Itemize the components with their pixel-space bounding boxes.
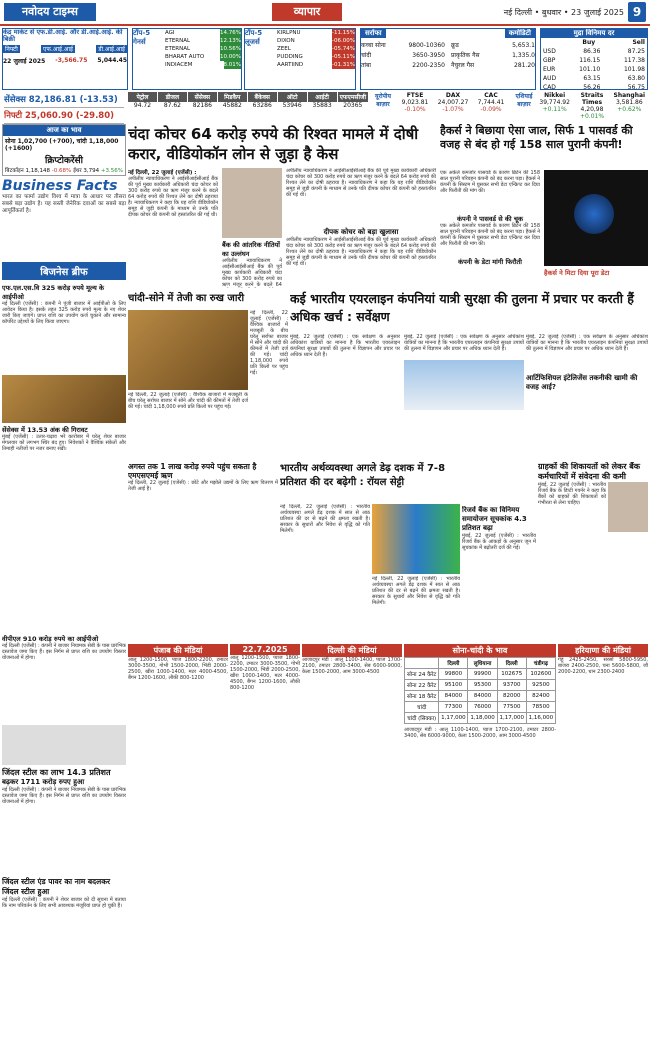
msme-story	[128, 462, 278, 642]
commodity-item: नैचुरल गैस	[451, 62, 475, 69]
asia-name: Shanghai	[613, 92, 646, 99]
asia-label: एशियाई बाज़ार	[515, 93, 533, 108]
mandi-date: 22.7.2025	[230, 644, 300, 655]
fii-title: केंद्र मार्केट से एफ.डी.आई. और डी.आई.आई. की बिक्री	[3, 28, 123, 43]
rate-cell: 92500	[526, 680, 555, 691]
customer-headline: ग्राहकों की शिकायतों को लेकर बैंक कर्मचारियों में संवेदना की कमी	[538, 462, 640, 481]
sector-name: आईटी	[308, 92, 337, 102]
business-facts-text: भारत का फार्मा उद्योग विश्व में मात्रा के आधार पर तीसरा सबसे बड़ा उद्योग है। यह सस्ती जेनेरिक दवाओं का सबसे बड़ा आपूर्तिकर्ता है।	[2, 194, 126, 214]
lead-body: अपीलीय न्यायाधिकरण ने आईसीआईसीआई बैंक की पूर्व मुख्य कार्यकारी अधिकारी चंदा कोचर को 300 करोड़ रुपये का ऋण मंजूर करने के बदले 64 करोड़ रुपये की रिश्वत लेने का दोषी ठहराया है। न्यायाधिकरण ने कहा कि यह राशि वीडियोकॉन समूह से जुड़ी कंपनी के माध्यम से उनके पति दीपक कोचर की कंपनी को हस्तांतरित की गई थी।	[128, 176, 218, 218]
hacker-body: एक अकेले कमजोर पासवर्ड के कारण ब्रिटेन की 158 साल पुरानी परिवहन कंपनी को बंद करना पड़ा। हैकर्स ने कंपनी के सिस्टम में घुसकर सभी डेटा एन्क्रिप्ट कर दिया और फिरौती की मांग की।	[440, 223, 540, 247]
punjab-rates: आलू 1200-1500, प्याज 1800-2200, टमाटर 3000-3500, गोभी 1500-2000, भिंडी 2000-2500, खीरा 1000-1400, मटर 4000-4500, बैंगन 1200-1600, लौकी 800-1200	[128, 657, 228, 681]
sector-val: 45882	[222, 102, 242, 109]
crypto-chg: +3.56%	[100, 168, 123, 174]
currency-code: CAD	[543, 84, 556, 90]
rate-cell: 1,16,000	[526, 713, 555, 724]
top-gainers-box	[132, 28, 242, 90]
airline-column-1	[290, 334, 400, 459]
punjab-rates: आलू 1200-1500, प्याज 1800-2200, टमाटर 3000-3500, गोभी 1500-2000, भिंडी 2000-2500, खीरा 1000-1400, मटर 4000-4500, बैंगन 1200-1600, लौकी 800-1200	[230, 655, 300, 691]
rates-table	[404, 657, 556, 724]
bullion-item: चांदी	[361, 52, 372, 59]
loser-name: DIXON	[277, 38, 295, 44]
rate-cell: 82000	[497, 691, 526, 702]
index-summary	[4, 92, 124, 128]
gainers-title: टॉप-5 गेनर्स	[133, 29, 151, 46]
rate-cell: 77500	[497, 702, 526, 713]
gold-silver-rates	[404, 644, 556, 1042]
silver-column-1	[250, 310, 288, 460]
brief-headline: सेंसेक्स में 13.53 अंक की गिरावट	[2, 426, 88, 434]
europe-name: DAX	[445, 92, 461, 99]
silver-headline: चांदी-सोने में तेजी का रुख जारी	[128, 293, 245, 304]
bullion-item: तांबा	[361, 62, 371, 69]
punjab-title: पंजाब की मंडियां	[128, 644, 228, 657]
crypto-name: ईथर	[73, 168, 82, 174]
crypto-chg: -0.68%	[51, 168, 72, 174]
currency-sell: 117.38	[623, 57, 645, 64]
gainer-name: AGI	[165, 30, 175, 36]
rate-cell: 78500	[526, 702, 555, 713]
msme-body: नई दिल्ली, 22 जुलाई (एजेंसी) : छोटे और मझोले उद्यमों के लिए ऋण वितरण में तेजी आई है।	[128, 480, 278, 492]
section-title: व्यापार	[272, 3, 342, 21]
rate-cell: 93700	[497, 680, 526, 691]
fii-label-nifty: निफ्टी	[5, 46, 18, 53]
rate-cell: 84000	[468, 691, 497, 702]
loser-name: AARTIIND	[277, 62, 304, 68]
delhi-rates: आजादपुर मंडी : आलू 1100-1400, प्याज 1700-2100, टमाटर 2800-3400, सेब 6000-9000, केला 1500-2000, आम 3000-4500	[404, 727, 556, 739]
hacker-subhead: हैकर्स ने मिटा दिया पूरा डेटा	[544, 269, 610, 277]
brief-body: मुंबई (एजेंसी) : उतार-चढ़ाव भरे कारोबार में घरेलू शेयर बाजार मंगलवार को लगभग स्थिर बंद हुए। निवेशकों ने वैश्विक संकेतों और तिमाही नतीजों पर नजर बनाए रखी।	[2, 434, 126, 452]
loser-change: -01.31%	[332, 62, 355, 68]
asia-name: Straits Times	[580, 92, 604, 106]
bullion-title: सर्राफा	[361, 29, 386, 38]
fii-label-dii: डी.आई.आई	[98, 46, 125, 53]
rates-header: दिल्ली	[439, 658, 468, 669]
hacker-headline: हैकर्स ने बिछाया ऐसा जाल, सिर्फ 1 पासवर्ड की वजह से बंद हो गई 158 साल पुरानी कंपनी!	[440, 124, 633, 151]
asia-val: 4,20,98	[580, 106, 604, 113]
brief-body: नई दिल्ली (एजेंसी) : कंपनी ने बाजार नियामक सेबी के पास प्रारंभिक दस्तावेज जमा किए हैं। इस निर्गम से प्राप्त राशि का उपयोग विस्तार योजनाओं में होगा।	[2, 643, 126, 661]
rate-cell: 1,18,000	[468, 713, 497, 724]
dii-value: 5,044.45	[97, 57, 127, 64]
bullion-item: कच्चा सोना	[361, 42, 386, 49]
gold-silver-title: सोना-चांदी के भाव	[404, 644, 556, 657]
sector-name: एफएमसीजी	[339, 94, 367, 101]
lead-body: अपीलीय न्यायाधिकरण ने आईसीआईसीआई बैंक की पूर्व मुख्य कार्यकारी अधिकारी चंदा कोचर को 300 करोड़ रुपये का ऋण मंजूर करने के बदले 64 करोड़ रुपये की रिश्वत लेने का दोषी ठहराया है। न्यायाधिकरण ने कहा कि यह राशि वीडियोकॉन समूह से जुड़ी कंपनी के माध्यम से उनके पति दीपक कोचर की कंपनी को हस्तांतरित की गई थी।	[286, 168, 436, 198]
economy-body: नई दिल्ली, 22 जुलाई (एजेंसी) : भारतीय अर्थव्यवस्था अगले डेढ़ दशक में सात से आठ प्रतिशत की दर से बढ़ने की क्षमता रखती है। सरकार के सुधारों और निवेश से वृद्धि को गति मिलेगी।	[280, 504, 370, 534]
currency-box	[540, 28, 648, 90]
currency-buy: 101.10	[579, 66, 601, 73]
sector-strip	[128, 92, 368, 122]
europe-chg: -0.10%	[404, 106, 426, 113]
hacker-subhead: कंपनी ने पासवर्ड से की चूक	[457, 215, 523, 223]
bullion-value: 3650-3950	[412, 52, 445, 59]
sector-val: 82186	[192, 102, 212, 109]
lead-body: अपीलीय न्यायाधिकरण ने आईसीआईसीआई बैंक की पूर्व मुख्य कार्यकारी अधिकारी चंदा कोचर को 300 करोड़ रुपये का ऋण मंजूर करने के बदले 64 करोड़ रुपये की रिश्वत लेने का दोषी ठहराया है। न्यायाधिकरण ने कहा कि यह राशि वीडियोकॉन समूह से जुड़ी कंपनी के माध्यम से उनके पति दीपक कोचर की कंपनी को हस्तांतरित की गई थी।	[286, 237, 436, 267]
hacker-icon	[574, 194, 614, 234]
airline-headline: कई भारतीय एयरलाइन कंपनियां यात्री सुरक्षा की तुलना में प्रचार पर करती हैं अधिक खर्च : सर्वेक्षण	[290, 291, 634, 324]
economy-column-1	[280, 504, 370, 642]
sector-val: 87.62	[163, 102, 181, 109]
europe-val: 24,007.27	[437, 99, 469, 106]
brief-body: नई दिल्ली (एजेंसी) : कंपनी ने शेयर बाजार को दी सूचना में बताया कि नाम परिवर्तन के लिए सभी आवश्यक मंजूरियां प्राप्त हो चुकी हैं।	[2, 897, 126, 909]
ad-title: जिंदल स्टील का लाभ 14.3 प्रतिशत	[2, 768, 111, 777]
brief-body: नई दिल्ली (एजेंसी) : कंपनी ने बाजार नियामक सेबी के पास प्रारंभिक दस्तावेज जमा किए हैं। इस निर्गम से प्राप्त राशि का उपयोग विस्तार योजनाओं में होगा।	[2, 787, 126, 805]
commodity-value: 1,335.0	[512, 52, 535, 59]
loser-change: -05.74%	[332, 46, 355, 52]
sector-val: 35883	[312, 102, 332, 109]
fii-dii-box	[2, 28, 128, 90]
haryana-rates: गेहूं 2425-2450, सरसों 5800-5950, बाजरा 2400-2500, चना 5600-5800, जौ 2000-2200, धान 2300-2400	[558, 657, 648, 675]
gold-title: आज का भाव	[3, 125, 125, 136]
lead-column-3	[286, 168, 436, 288]
commodity-title: कमोडिटी	[505, 29, 535, 38]
gainer-change: 10.56%	[220, 46, 241, 52]
currency-sell: 56.75	[627, 84, 645, 90]
business-facts-title: Business Facts	[2, 178, 118, 194]
fii-value: -3,566.75	[55, 57, 88, 64]
haryana-mandi	[558, 644, 648, 1042]
hacker-column-2	[544, 268, 648, 288]
airline-column-3	[526, 334, 648, 459]
asia-markets	[512, 92, 648, 122]
asia-val: 39,774.92	[539, 99, 570, 106]
europe-name: FTSE	[406, 92, 424, 99]
reserve-story	[462, 506, 536, 642]
rate-cell: 102675	[497, 669, 526, 680]
rate-cell: 82400	[526, 691, 555, 702]
loser-change: -05.11%	[332, 54, 355, 60]
sector-name: बैंकेक्स	[248, 92, 277, 102]
commodity-value: 281.20	[514, 62, 535, 69]
delhi-rates: आजादपुर मंडी : आलू 1100-1400, प्याज 1700-2100, टमाटर 2800-3400, सेब 6000-9000, केला 1500-2000, आम 3000-4500	[302, 657, 402, 675]
sector-name: ऑटो	[278, 92, 307, 102]
lead-body: अपीलीय न्यायाधिकरण ने आईसीआईसीआई बैंक की पूर्व मुख्य कार्यकारी अधिकारी चंदा कोचर को 300 करोड़ रुपये का ऋण मंजूर करने के बदले 64	[222, 258, 282, 288]
europe-markets	[370, 92, 510, 122]
sector-name: सेंसेक्स	[188, 92, 217, 102]
rate-cell: 1,17,000	[439, 713, 468, 724]
asia-name: Nikkei	[544, 92, 566, 99]
currency-sell: 63.80	[627, 75, 645, 82]
sector-name: पेट्रोल	[128, 92, 157, 102]
reserve-body: मुंबई, 22 जुलाई (एजेंसी) : भारतीय रिजर्व बैंक के आंकड़ों के अनुसार जून में सूचकांक में बढ़ोतरी दर्ज की गई।	[462, 533, 536, 551]
nifty-value: निफ्टी 25,060.90 (-29.80)	[4, 108, 124, 124]
bullion-value: 2200-2350	[412, 62, 445, 69]
silver-body: नई दिल्ली, 22 जुलाई (एजेंसी) : वैश्विक बाजारों में मजबूती के बीच घरेलू सर्राफा बाजार में सोने और चांदी की कीमतों में तेजी दर्ज की गई। चांदी 1,18,000 रुपये प्रति किलो पर पहुंच गई।	[250, 310, 288, 376]
msme-headline: अगस्त तक 1 लाख करोड़ रुपये पहुंच सकता है एमएसएमई ऋण	[128, 462, 257, 480]
rate-cell: 95100	[439, 680, 468, 691]
lead-dateline: नई दिल्ली, 22 जुलाई (एजेंसी) :	[128, 170, 197, 176]
top-losers-box	[244, 28, 356, 90]
currency-buy: 116.15	[579, 57, 601, 64]
gold-crypto-box	[2, 124, 126, 176]
economy-headline-box	[280, 462, 460, 502]
airline-body: मुंबई, 22 जुलाई (एजेंसी) : एक सर्वेक्षण के अनुसार अधिकांश यात्रियों का मानना है कि भारतीय एयरलाइन कंपनियां सुरक्षा उपायों की तुलना में विज्ञापन और प्रचार पर अधिक ध्यान देती हैं।	[404, 334, 524, 352]
rate-item: सोना 22 कैरेट	[405, 680, 439, 691]
airline-headline-box	[290, 290, 648, 332]
bullion-box	[360, 28, 536, 90]
rate-item: चांदी	[405, 702, 439, 713]
brief-photo	[2, 375, 126, 423]
sector-name: मिडकैप	[218, 92, 247, 102]
rate-item: सोना 24 कैरेट	[405, 669, 439, 680]
rate-cell: 84000	[439, 691, 468, 702]
bullion-value: 9800-10360	[408, 42, 445, 49]
hacker-headline-box	[440, 124, 648, 168]
brief-headline: वीपीएल 910 करोड़ रुपये का आईपीओ	[2, 635, 99, 643]
currency-sell: 87.25	[627, 48, 645, 55]
sector-name: डीजल	[158, 92, 187, 102]
gainer-change: 14.76%	[220, 30, 241, 36]
commodity-item: क्रूड	[451, 42, 459, 49]
gainer-name: INDIACEM	[165, 62, 193, 68]
punjab-mandi	[128, 644, 228, 1042]
fii-label-fii: एफ.आई.आई	[43, 46, 73, 53]
reserve-headline: रिजर्व बैंक का विनिमय समायोजन सूचकांक 4.3 प्रतिशत बढ़ा	[462, 506, 527, 532]
lead-headline: चंदा कोचर 64 करोड़ रुपये की रिश्वत मामले में दोषी करार, वीडियोकॉन लोन से जुड़ा है केस	[128, 125, 419, 163]
economy-photo	[372, 504, 460, 574]
rate-cell: 102600	[526, 669, 555, 680]
gold-rate: सोना 1,02,700 (+700), चांदी 1,18,000 (+1600)	[5, 138, 119, 152]
haryana-title: हरियाणा की मंडियां	[558, 644, 648, 657]
losers-title: टॉप-5 लूजर्स	[245, 29, 263, 46]
airline-subhead: आर्टिफिशियल इंटेलिजेंस तकनीकी खामी की वजह आई?	[526, 374, 638, 391]
customer-story	[538, 462, 648, 642]
sector-val: 20365	[343, 102, 363, 109]
europe-label: यूरोपीय बाज़ार	[375, 93, 391, 108]
rate-item: सोना 18 कैरेट	[405, 691, 439, 702]
airline-body: मुंबई, 22 जुलाई (एजेंसी) : एक सर्वेक्षण के अनुसार अधिकांश यात्रियों का मानना है कि भारतीय एयरलाइन कंपनियां सुरक्षा उपायों की तुलना में विज्ञापन और प्रचार पर अधिक ध्यान देती हैं।	[290, 334, 400, 358]
gainer-name: BHARAT AUTO	[165, 54, 205, 60]
hacker-photo	[544, 170, 648, 266]
rate-cell: 77300	[439, 702, 468, 713]
asia-chg: +0.62%	[617, 106, 642, 113]
brief-body: नई दिल्ली (एजेंसी) : कंपनी ने पूंजी बाजार में आईपीओ के लिए आवेदन किया है। इसके तहत 325 करोड़ रुपये मूल्य के नए शेयर जारी किए जाएंगे। प्राप्त राशि का उपयोग कर्ज चुकाने और सामान्य कॉर्पोरेट उद्देश्यों के लिए किया जाएगा।	[2, 301, 126, 325]
economy-column-2	[372, 576, 460, 642]
page-number: 9	[628, 2, 646, 22]
lead-subhead: बैंक की आंतरिक नीतियों का उल्लंघन	[222, 241, 280, 258]
lead-subhead: दीपक कोचर को बड़ा खुलासा	[323, 228, 399, 236]
crypto-val: 3,794	[83, 168, 100, 174]
crypto-name: बिटकॉइन	[5, 168, 24, 174]
economy-body: नई दिल्ली, 22 जुलाई (एजेंसी) : भारतीय अर्थव्यवस्था अगले डेढ़ दशक में सात से आठ प्रतिशत की दर से बढ़ने की क्षमता रखती है। सरकार के सुधारों और निवेश से वृद्धि को गति मिलेगी।	[372, 576, 460, 606]
rate-cell: 1,17,000	[497, 713, 526, 724]
europe-val: 7,744.41	[477, 99, 505, 106]
hacker-column-1	[440, 170, 540, 288]
brief-title: बिजनेस ब्रीफ	[2, 262, 126, 280]
silver-body: नई दिल्ली, 22 जुलाई (एजेंसी) : वैश्विक बाजारों में मजबूती के बीच घरेलू सर्राफा बाजार में सोने और चांदी की कीमतों में तेजी दर्ज की गई। चांदी 1,18,000 रुपये प्रति किलो पर पहुंच गई।	[128, 392, 248, 410]
asia-chg: +0.01%	[579, 113, 605, 120]
currency-code: AUD	[543, 75, 557, 82]
currency-code: USD	[543, 48, 556, 55]
hacker-body: एक अकेले कमजोर पासवर्ड के कारण ब्रिटेन की 158 साल पुरानी परिवहन कंपनी को बंद करना पड़ा। हैकर्स ने कंपनी के सिस्टम में घुसकर सभी डेटा एन्क्रिप्ट कर दिया और फिरौती की मांग की।	[440, 170, 540, 194]
asia-val: 3,581.86	[615, 99, 643, 106]
customer-photo	[608, 482, 648, 532]
brief-photo-building	[2, 725, 126, 765]
gainer-name: ETERNAL	[165, 38, 191, 44]
mandi-date-col	[230, 644, 300, 1042]
business-brief-column	[2, 262, 126, 1042]
rate-cell: 95300	[468, 680, 497, 691]
currency-sell: 101.98	[623, 66, 645, 73]
rates-header: चंडीगढ़	[526, 658, 555, 669]
business-facts-box	[2, 178, 126, 260]
currency-buy: 86.36	[583, 48, 601, 55]
currency-buy: 56.26	[583, 84, 601, 90]
asia-chg: +0.11%	[542, 106, 567, 113]
currency-col: Sell	[632, 39, 645, 46]
loser-name: KIRLPNU	[277, 30, 301, 36]
airline-photo	[404, 360, 524, 410]
hacker-subhead: कंपनी के डेटा मांगी फिरौती	[458, 258, 522, 266]
lead-headline-box	[128, 124, 438, 166]
masthead	[0, 0, 650, 26]
loser-name: PUDDING	[277, 54, 303, 60]
loser-change: -11.15%	[332, 30, 355, 36]
loser-name: ZEEL	[277, 46, 291, 52]
sector-val: 63286	[252, 102, 272, 109]
europe-val: 9,023.81	[401, 99, 429, 106]
lead-photo	[222, 168, 282, 238]
currency-buy: 63.15	[583, 75, 601, 82]
europe-chg: -0.09%	[480, 106, 502, 113]
gainer-name: ETERNAL	[165, 46, 191, 52]
fii-date: 22 जुलाई 2025	[3, 58, 46, 65]
silver-photo	[128, 310, 248, 390]
gainer-change: 8.01%	[223, 62, 241, 68]
dateline: नई दिल्ली • बुधवार • 23 जुलाई 2025	[503, 8, 624, 17]
currency-col: Buy	[582, 39, 596, 46]
rate-cell: 99800	[439, 669, 468, 680]
ad-sub: बढ़कर 1711 करोड़ रुपए हुआ	[2, 778, 85, 786]
gainer-change: 10.00%	[220, 54, 241, 60]
crypto-title: क्रिप्टोकरेंसी	[45, 156, 83, 166]
rates-header	[405, 658, 439, 669]
rates-header: दिल्ली	[497, 658, 526, 669]
rate-cell: 99900	[468, 669, 497, 680]
sector-val: 94.72	[133, 102, 152, 109]
lead-column-2	[222, 240, 282, 288]
delhi-mandi	[302, 644, 402, 1042]
rates-header: लुधियाना	[468, 658, 497, 669]
lead-column-1	[128, 168, 218, 288]
customer-body: मुंबई, 22 जुलाई (एजेंसी) : भारतीय रिजर्व बैंक के डिप्टी गवर्नर ने कहा कि बैंकों को ग्राहकों की शिकायतों को गंभीरता से लेना चाहिए।	[538, 482, 606, 506]
currency-title: मुद्रा विनिमय दर	[541, 29, 647, 38]
europe-chg: -1.07%	[442, 106, 464, 113]
commodity-item: प्राकृतिक गैस	[451, 52, 480, 59]
brief-headline: एफ.एल.एस.वि 325 करोड़ रुपये मूल्य के आईपीओ	[2, 284, 104, 301]
silver-column-2	[128, 392, 248, 460]
loser-change: -06.00%	[332, 38, 355, 44]
commodity-value: 5,653.1	[512, 42, 535, 49]
gainer-change: 12.13%	[220, 38, 241, 44]
europe-name: CAC	[484, 92, 498, 99]
rate-item: चांदी (सिक्का)	[405, 713, 439, 724]
sector-val: 53946	[282, 102, 302, 109]
economy-headline: भारतीय अर्थव्यवस्था अगले डेढ़ दशक में 7-8 प्रतिशत की दर बढ़ेगी : रॉयल सेट्टी	[280, 463, 446, 488]
delhi-title: दिल्ली की मंडियां	[302, 644, 402, 657]
brief-headline: जिंदल स्टील एंड पावर का नाम बदलकर जिंदल स्टील हुआ	[2, 877, 111, 896]
silver-headline-box	[128, 290, 278, 308]
currency-code: EUR	[543, 66, 556, 73]
brand-logo: नवोदय टाइम्स	[4, 3, 96, 21]
sensex-value: सेंसेक्स 82,186.81 (-13.53)	[4, 92, 124, 108]
rate-cell: 76000	[468, 702, 497, 713]
airline-body: मुंबई, 22 जुलाई (एजेंसी) : एक सर्वेक्षण के अनुसार अधिकांश यात्रियों का मानना है कि भारतीय एयरलाइन कंपनियां सुरक्षा उपायों की तुलना में विज्ञापन और प्रचार पर अधिक ध्यान देती हैं।	[526, 334, 648, 352]
crypto-val: 1,18,148	[25, 168, 50, 174]
currency-code: GBP	[543, 57, 556, 64]
